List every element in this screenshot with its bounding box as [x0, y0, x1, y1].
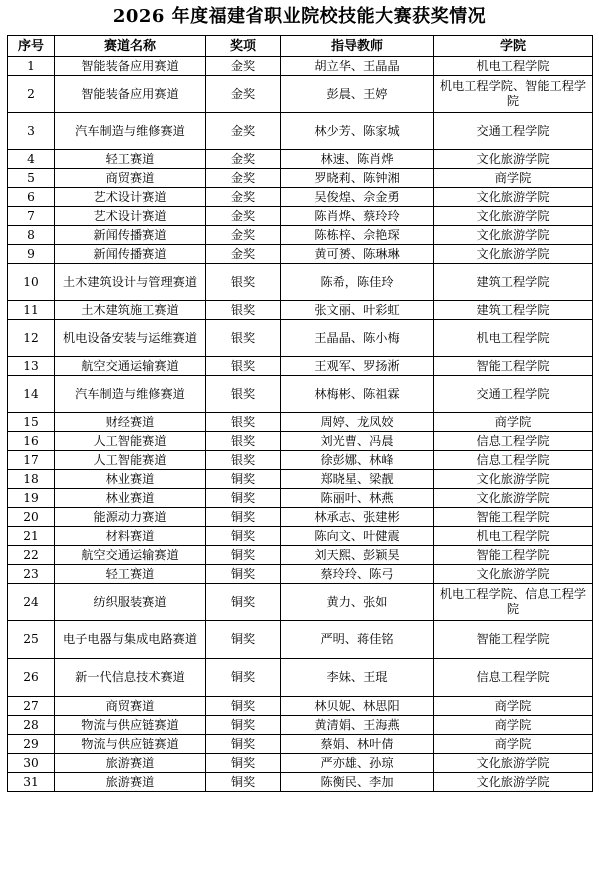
cell-college: 智能工程学院: [434, 357, 593, 376]
cell-teacher: 陈希，陈佳玲: [281, 264, 434, 301]
header-track: 赛道名称: [55, 36, 206, 57]
table-body: [8, 57, 593, 792]
table-row: [8, 716, 593, 735]
cell-college: 文化旅游学院: [434, 207, 593, 226]
table-row: [8, 376, 593, 413]
cell-teacher: 刘光曹、冯晨: [281, 432, 434, 451]
cell-track: 轻工赛道: [55, 150, 206, 169]
cell-track: 艺术设计赛道: [55, 207, 206, 226]
cell-teacher: 林少芳、陈家城: [281, 113, 434, 150]
cell-college: 信息工程学院: [434, 451, 593, 470]
table-row: [8, 264, 593, 301]
cell-track: 智能装备应用赛道: [55, 57, 206, 76]
header-row: [8, 36, 593, 57]
cell-index: 23: [8, 565, 55, 584]
table-row: [8, 245, 593, 264]
cell-award: 银奖: [206, 357, 281, 376]
table-header: [8, 36, 593, 57]
cell-college: 机电工程学院: [434, 57, 593, 76]
cell-track: 人工智能赛道: [55, 432, 206, 451]
table-row: [8, 773, 593, 792]
cell-college: 交通工程学院: [434, 113, 593, 150]
cell-award: 金奖: [206, 113, 281, 150]
cell-college: 机电工程学院、信息工程学院: [434, 584, 593, 621]
cell-award: 金奖: [206, 188, 281, 207]
cell-teacher: 周婷、龙凤姣: [281, 413, 434, 432]
cell-college: 信息工程学院: [434, 432, 593, 451]
table-row: [8, 207, 593, 226]
cell-award: 铜奖: [206, 470, 281, 489]
cell-index: 27: [8, 697, 55, 716]
cell-track: 电子电器与集成电路赛道: [55, 621, 206, 659]
cell-college: 建筑工程学院: [434, 264, 593, 301]
table-row: [8, 357, 593, 376]
cell-teacher: 陈栋梓、佘艳琛: [281, 226, 434, 245]
cell-award: 银奖: [206, 451, 281, 470]
cell-teacher: 张文丽、叶彩虹: [281, 301, 434, 320]
cell-teacher: 刘天熙、彭颖昊: [281, 546, 434, 565]
cell-track: 新闻传播赛道: [55, 226, 206, 245]
cell-college: 智能工程学院: [434, 508, 593, 527]
cell-index: 30: [8, 754, 55, 773]
cell-index: 22: [8, 546, 55, 565]
table-row: [8, 754, 593, 773]
cell-college: 商学院: [434, 735, 593, 754]
table-row: [8, 413, 593, 432]
cell-college: 文化旅游学院: [434, 150, 593, 169]
cell-award: 铜奖: [206, 527, 281, 546]
cell-track: 轻工赛道: [55, 565, 206, 584]
cell-track: 航空交通运输赛道: [55, 546, 206, 565]
cell-index: 4: [8, 150, 55, 169]
cell-award: 铜奖: [206, 489, 281, 508]
cell-college: 文化旅游学院: [434, 226, 593, 245]
cell-award: 铜奖: [206, 546, 281, 565]
cell-college: 文化旅游学院: [434, 245, 593, 264]
cell-award: 铜奖: [206, 508, 281, 527]
cell-award: 金奖: [206, 226, 281, 245]
cell-teacher: 罗晓莉、陈钟湘: [281, 169, 434, 188]
cell-college: 交通工程学院: [434, 376, 593, 413]
cell-track: 旅游赛道: [55, 773, 206, 792]
cell-award: 铜奖: [206, 697, 281, 716]
cell-teacher: 林梅彬、陈祖霖: [281, 376, 434, 413]
cell-teacher: 严明、蒋佳铭: [281, 621, 434, 659]
table-row: [8, 546, 593, 565]
cell-teacher: 林承志、张建彬: [281, 508, 434, 527]
cell-college: 机电工程学院: [434, 527, 593, 546]
cell-track: 土木建筑设计与管理赛道: [55, 264, 206, 301]
header-college: 学院: [434, 36, 593, 57]
cell-college: 文化旅游学院: [434, 188, 593, 207]
document-title: 2026 年度福建省职业院校技能大赛获奖情况: [112, 6, 487, 27]
cell-track: 新闻传播赛道: [55, 245, 206, 264]
header-award: 奖项: [206, 36, 281, 57]
cell-track: 人工智能赛道: [55, 451, 206, 470]
table-row: [8, 659, 593, 697]
cell-index: 17: [8, 451, 55, 470]
cell-college: 文化旅游学院: [434, 754, 593, 773]
cell-award: 银奖: [206, 413, 281, 432]
table-row: [8, 584, 593, 621]
cell-track: 林业赛道: [55, 489, 206, 508]
cell-teacher: 陈向文、叶健震: [281, 527, 434, 546]
cell-teacher: 王晶晶、陈小梅: [281, 320, 434, 357]
table-row: [8, 470, 593, 489]
table-row: [8, 57, 593, 76]
cell-award: 铜奖: [206, 773, 281, 792]
cell-award: 银奖: [206, 376, 281, 413]
table-row: [8, 169, 593, 188]
cell-award: 银奖: [206, 432, 281, 451]
cell-track: 林业赛道: [55, 470, 206, 489]
cell-index: 28: [8, 716, 55, 735]
cell-track: 航空交通运输赛道: [55, 357, 206, 376]
cell-index: 18: [8, 470, 55, 489]
cell-track: 新一代信息技术赛道: [55, 659, 206, 697]
table-row: [8, 301, 593, 320]
header-index: 序号: [8, 36, 55, 57]
table-row: [8, 76, 593, 113]
cell-index: 7: [8, 207, 55, 226]
table-row: [8, 527, 593, 546]
cell-index: 12: [8, 320, 55, 357]
table-row: [8, 432, 593, 451]
cell-index: 31: [8, 773, 55, 792]
cell-college: 机电工程学院: [434, 320, 593, 357]
cell-award: 铜奖: [206, 659, 281, 697]
cell-teacher: 郑晓星、梁靓: [281, 470, 434, 489]
cell-track: 土木建筑施工赛道: [55, 301, 206, 320]
cell-teacher: 陈丽叶、林燕: [281, 489, 434, 508]
cell-award: 银奖: [206, 264, 281, 301]
cell-college: 机电工程学院、智能工程学院: [434, 76, 593, 113]
cell-award: 金奖: [206, 207, 281, 226]
cell-college: 建筑工程学院: [434, 301, 593, 320]
table-row: [8, 451, 593, 470]
cell-award: 银奖: [206, 301, 281, 320]
cell-college: 文化旅游学院: [434, 773, 593, 792]
table-row: [8, 508, 593, 527]
cell-award: 铜奖: [206, 565, 281, 584]
cell-award: 铜奖: [206, 735, 281, 754]
cell-award: 铜奖: [206, 716, 281, 735]
cell-track: 汽车制造与维修赛道: [55, 376, 206, 413]
cell-track: 纺织服装赛道: [55, 584, 206, 621]
cell-teacher: 王观军、罗扬淅: [281, 357, 434, 376]
awards-table: [7, 35, 593, 792]
cell-award: 金奖: [206, 57, 281, 76]
cell-college: 商学院: [434, 169, 593, 188]
cell-teacher: 李妹、王琨: [281, 659, 434, 697]
table-row: [8, 113, 593, 150]
cell-index: 16: [8, 432, 55, 451]
cell-track: 商贸赛道: [55, 169, 206, 188]
table-row: [8, 150, 593, 169]
table-row: [8, 621, 593, 659]
cell-index: 11: [8, 301, 55, 320]
table-row: [8, 226, 593, 245]
cell-teacher: 彭晨、王婷: [281, 76, 434, 113]
cell-index: 20: [8, 508, 55, 527]
cell-teacher: 林速、陈肖烨: [281, 150, 434, 169]
cell-index: 3: [8, 113, 55, 150]
cell-index: 10: [8, 264, 55, 301]
cell-track: 材料赛道: [55, 527, 206, 546]
table-row: [8, 188, 593, 207]
cell-award: 金奖: [206, 169, 281, 188]
cell-index: 5: [8, 169, 55, 188]
cell-track: 物流与供应链赛道: [55, 716, 206, 735]
cell-college: 文化旅游学院: [434, 470, 593, 489]
cell-teacher: 蔡娟、林叶倩: [281, 735, 434, 754]
cell-index: 13: [8, 357, 55, 376]
table-row: [8, 565, 593, 584]
cell-teacher: 黄清娟、王海燕: [281, 716, 434, 735]
cell-award: 银奖: [206, 320, 281, 357]
cell-track: 艺术设计赛道: [55, 188, 206, 207]
cell-track: 旅游赛道: [55, 754, 206, 773]
cell-index: 1: [8, 57, 55, 76]
cell-track: 智能装备应用赛道: [55, 76, 206, 113]
cell-teacher: 胡立华、王晶晶: [281, 57, 434, 76]
cell-award: 金奖: [206, 150, 281, 169]
cell-college: 智能工程学院: [434, 546, 593, 565]
header-teacher: 指导教师: [281, 36, 434, 57]
cell-college: 商学院: [434, 413, 593, 432]
cell-college: 文化旅游学院: [434, 489, 593, 508]
cell-index: 15: [8, 413, 55, 432]
cell-track: 机电设备安装与运维赛道: [55, 320, 206, 357]
cell-award: 铜奖: [206, 621, 281, 659]
cell-index: 2: [8, 76, 55, 113]
cell-index: 29: [8, 735, 55, 754]
table-row: [8, 697, 593, 716]
table-row: [8, 489, 593, 508]
cell-teacher: 蔡玲玲、陈弓: [281, 565, 434, 584]
cell-college: 文化旅游学院: [434, 565, 593, 584]
cell-index: 14: [8, 376, 55, 413]
cell-index: 25: [8, 621, 55, 659]
cell-college: 信息工程学院: [434, 659, 593, 697]
cell-index: 9: [8, 245, 55, 264]
table-row: [8, 735, 593, 754]
table-row: [8, 320, 593, 357]
cell-track: 汽车制造与维修赛道: [55, 113, 206, 150]
cell-college: 商学院: [434, 697, 593, 716]
cell-index: 24: [8, 584, 55, 621]
cell-award: 金奖: [206, 245, 281, 264]
cell-teacher: 严亦雄、孙琼: [281, 754, 434, 773]
cell-index: 8: [8, 226, 55, 245]
cell-index: 6: [8, 188, 55, 207]
cell-college: 智能工程学院: [434, 621, 593, 659]
cell-teacher: 吴俊煌、佘金勇: [281, 188, 434, 207]
cell-track: 商贸赛道: [55, 697, 206, 716]
cell-index: 21: [8, 527, 55, 546]
cell-index: 26: [8, 659, 55, 697]
cell-award: 铜奖: [206, 584, 281, 621]
cell-track: 物流与供应链赛道: [55, 735, 206, 754]
cell-track: 能源动力赛道: [55, 508, 206, 527]
cell-teacher: 黄可赟、陈琳琳: [281, 245, 434, 264]
cell-index: 19: [8, 489, 55, 508]
cell-teacher: 徐彭娜、林峰: [281, 451, 434, 470]
cell-teacher: 陈肖烨、蔡玲玲: [281, 207, 434, 226]
cell-teacher: 陈衡民、李加: [281, 773, 434, 792]
cell-college: 商学院: [434, 716, 593, 735]
cell-track: 财经赛道: [55, 413, 206, 432]
cell-teacher: 黄力、张如: [281, 584, 434, 621]
cell-teacher: 林贝妮、林思阳: [281, 697, 434, 716]
cell-award: 铜奖: [206, 754, 281, 773]
cell-award: 金奖: [206, 76, 281, 113]
